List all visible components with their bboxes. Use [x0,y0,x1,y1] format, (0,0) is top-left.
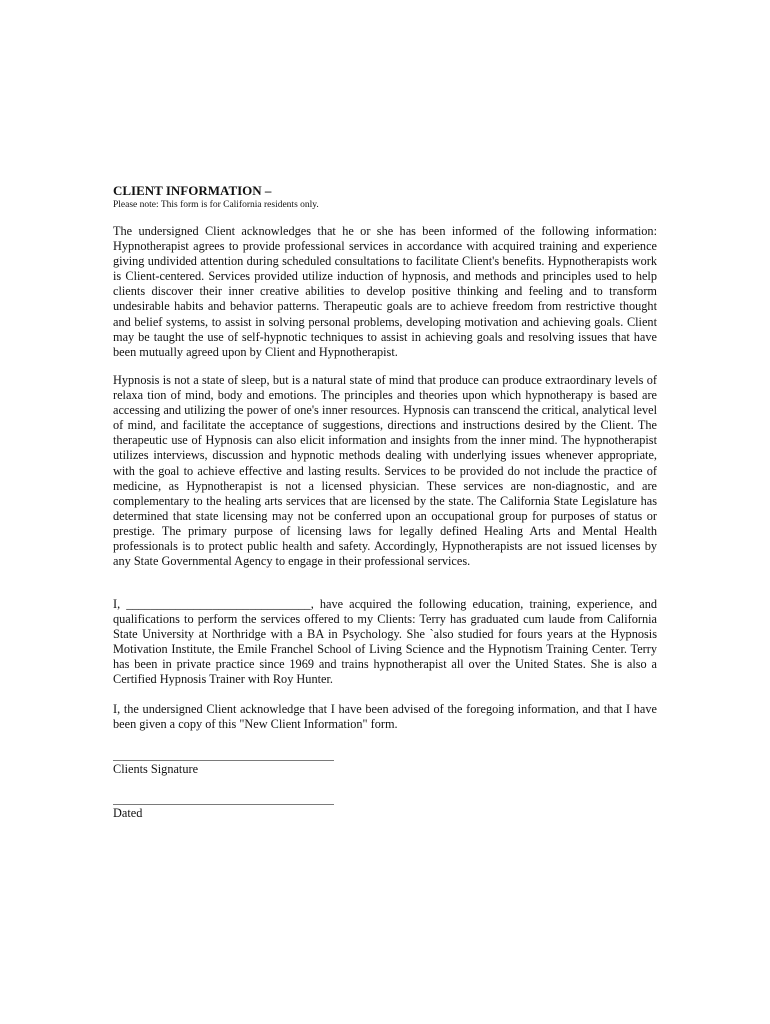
residency-note: Please note: This form is for California residents only. [113,200,319,210]
signature-label: Clients Signature [113,762,199,776]
signature-line[interactable] [113,760,334,761]
acknowledgement-paragraph: The undersigned Client acknowledges that he or she has been informed of the following information: Hypnotherapist agrees to provide professional services in accordance with acquired training and experience giving undivided attention during scheduled consultations to facilitate Client's benefits. Hypnotherapists work is Client-centered. Services provided utilize induction of hypnosis, and methods and principles used to help clients discover their inner creative abilities to develop positive thinking and feeling and to transform undesirable habits and behavior patterns. Therapeutic goals are to achieve freedom from restrictive thought and belief systems, to assist in solving personal problems, developing motivation and achieving goals. Client may be taught the use of self-hypnotic techniques to assist in achieving goals and resolving issues that have been mutually agreed upon by Client and Hypnotherapist. [113,224,657,359]
document-title: CLIENT INFORMATION – [113,183,272,198]
client-acknowledgement-paragraph: I, the undersigned Client acknowledge that I have been advised of the foregoing information, and that I have been given a copy of this "New Client Information" form. [113,702,657,732]
hypnosis-description-paragraph: Hypnosis is not a state of sleep, but is a natural state of mind that produce can produce extraordinary levels of relaxa tion of mind, body and emotions. The principles and theories upon which hypnotherapy is based are accessing and utilizing the power of one's inner resources. Hypnosis can transcend the critical, analytical level of mind, and facilitate the acceptance of suggestions, directions and instructions desired by the Client. The therapeutic use of Hypnosis can also elicit information and insights from the inner mind. The hypnotherapist utilizes interviews, discussion and hypnotic methods dealing with underlying issues whenever appropriate, with the goal to achieve effective and lasting results. Services to be provided do not include the practice of medicine, as Hypnotherapist is not a licensed physician. These services are non-diagnostic, and are complementary to the healing arts services that are licensed by the state. The California State Legislature has determined that state licensing may not be conferred upon an occupational group for purposes of status or prestige. The primary purpose of licensing laws for legally defined Healing Arts and Mental Health professionals is to protect public health and safety. Accordingly, Hypnotherapists are not issued licenses by any State Governmental Agency to engage in their professional services. [113,373,657,569]
date-label: Dated [113,806,143,820]
qualifications-paragraph: I, ______________________________, have acquired the following education, training, experience, and qualifications to perform the services offered to my Clients: Terry has graduated cum laude from California State University at Northridge with a BA in Psychology. She `also studied for fours years at the Hypnosis Motivation Institute, the Emile Franchel School of Living Science and the Hypnotism Training Center. Terry has been in private practice since 1969 and trains hypnotherapist all over the United States. She is also a Certified Hypnosis Trainer with Roy Hunter. [113,597,657,687]
date-line[interactable] [113,804,334,805]
